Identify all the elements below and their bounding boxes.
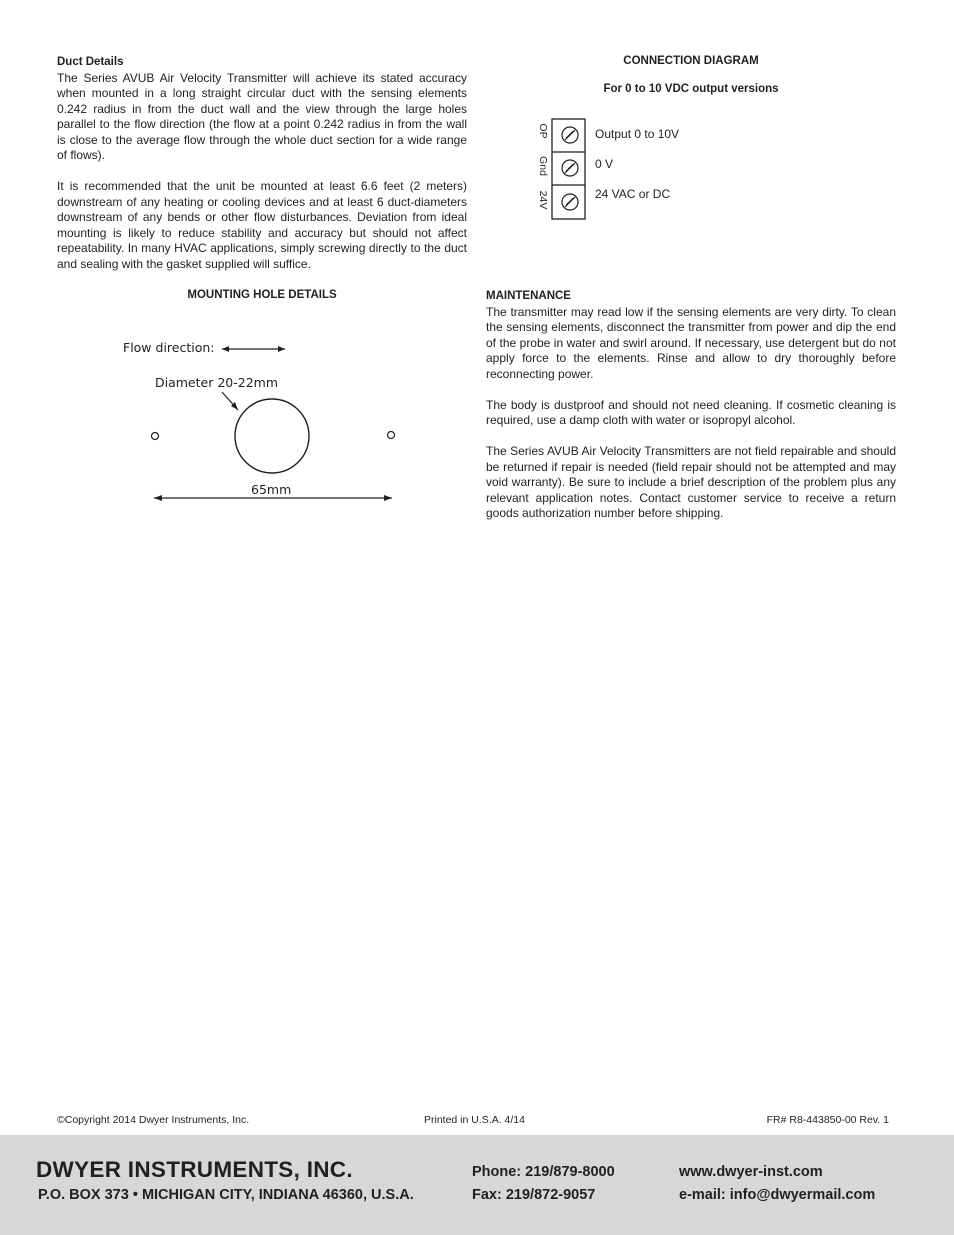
phone-number: Phone: 219/879-8000 — [472, 1164, 615, 1180]
terminal-pin-gnd: Gnd — [537, 156, 549, 176]
diameter-label: Diameter 20-22mm — [155, 375, 279, 390]
maintenance-heading: MAINTENANCE — [486, 290, 571, 302]
duct-details-paragraph-1: The Series AVUB Air Velocity Transmitter will achieve its stated accuracy when mounted in a long straight circular duct with the sensing elements 0.242 radius in from the duct wall and the view through the large holes parallel to the flow direction (the flow at a point 0.242 radius in from the wall is close to the average flow through the whole duct section for a wide range of flows). — [57, 70, 467, 162]
maintenance-paragraph-2: The body is dustproof and should not need cleaning. If cosmetic cleaning is required, use a damp cloth with water or isopropyl alcohol. — [486, 397, 896, 427]
fax-number: Fax: 219/872-9057 — [472, 1187, 596, 1203]
width-dimension-label: 65mm — [251, 482, 292, 497]
maintenance-paragraph-1: The transmitter may read low if the sensing elements are very dirty. To clean the sensing elements, disconnect the transmitter from power and dip the end of the probe in water and swirl around. If necessary, use detergent but do not apply force to the elements. Rinse and allow to dry thoroughly before reconnecting power. — [486, 304, 896, 381]
form-number: FR# R8-443850-00 Rev. 1 — [766, 1114, 889, 1126]
terminal-pin-op: OP — [537, 123, 549, 139]
terminal-label-supply: 24 VAC or DC — [595, 187, 671, 201]
connection-diagram-subheading: For 0 to 10 VDC output versions — [603, 83, 779, 95]
maintenance-paragraph-3: The Series AVUB Air Velocity Transmitters are not field repairable and should be returned if repair is needed (field repair should not be attempted and may void warranty). Be sure to include a brief description of the problem plus any relevant application notes. Contact customer service to receive a return goods authorization number before shipping. — [486, 444, 896, 520]
terminal-screw-gnd — [562, 160, 578, 176]
terminal-pin-24v: 24V — [537, 190, 549, 210]
email-link[interactable]: e-mail: info@dwyermail.com — [679, 1187, 876, 1203]
terminal-screw-24v — [562, 194, 578, 210]
copyright-line — [57, 1114, 889, 1128]
mounting-hole-diagram — [110, 330, 410, 520]
mounting-hole-heading: MOUNTING HOLE DETAILS — [187, 289, 337, 301]
right-small-hole — [388, 432, 395, 439]
left-small-hole — [152, 433, 159, 440]
terminal-label-ground: 0 V — [595, 157, 614, 171]
terminal-label-output: Output 0 to 10V — [595, 127, 680, 141]
duct-details-heading: Duct Details — [57, 56, 124, 68]
copyright-text: ©Copyright 2014 Dwyer Instruments, Inc. — [57, 1114, 250, 1126]
company-name: DWYER INSTRUMENTS, INC. — [36, 1157, 353, 1182]
large-hole-circle — [235, 399, 309, 473]
printed-text: Printed in U.S.A. 4/14 — [424, 1114, 525, 1126]
duct-details-paragraph-2: It is recommended that the unit be mounted at least 6.6 feet (2 meters) downstream of any heating or cooling devices and at least 6 duct-diameters downstream of any bends or other flow disturbances. Deviation from ideal mounting is likely to reduce stability and accuracy but should not affect repeatability. In many HVAC applications, simply screwing directly to the duct and sealing with the gasket supplied will suffice. — [57, 179, 467, 271]
flow-direction-label: Flow direction: — [123, 340, 215, 355]
website-link[interactable]: www.dwyer-inst.com — [679, 1164, 823, 1180]
maintenance-section — [486, 289, 896, 522]
terminal-screw-op — [562, 127, 578, 143]
company-footer — [0, 1135, 954, 1235]
duct-details-section — [57, 55, 467, 272]
connection-diagram-heading: CONNECTION DIAGRAM — [623, 55, 759, 67]
terminal-block-diagram — [530, 118, 590, 222]
company-address: P.O. BOX 373 • MICHIGAN CITY, INDIANA 46360, U.S.A. — [38, 1187, 414, 1203]
